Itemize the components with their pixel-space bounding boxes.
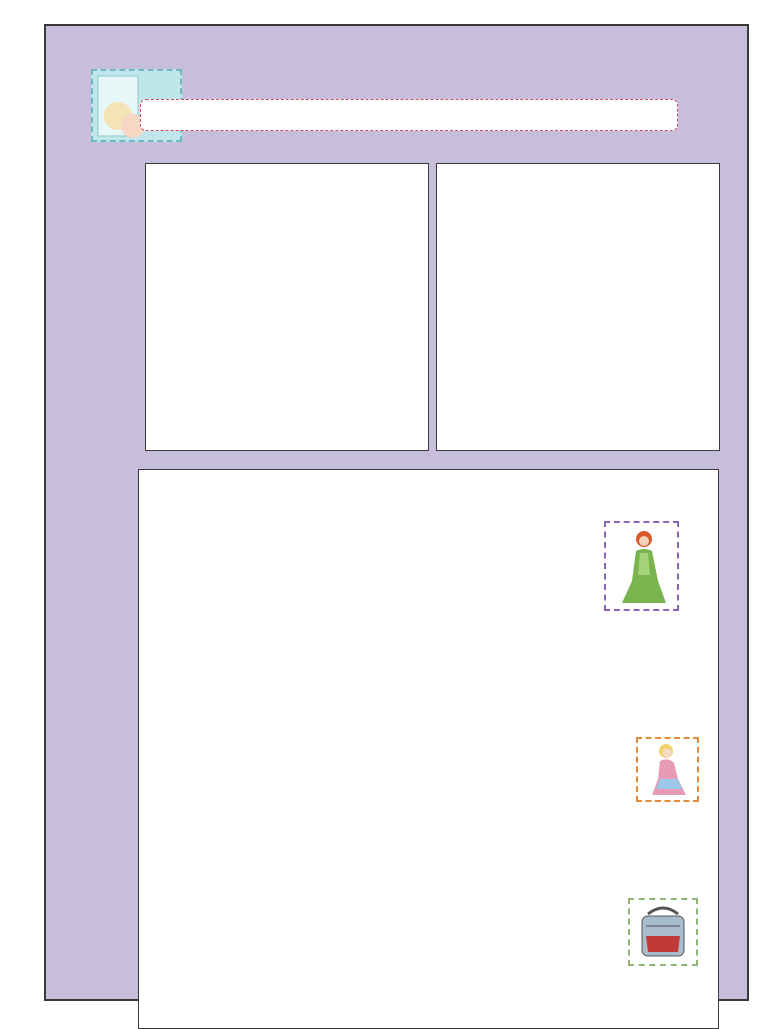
lady-green-illustration (606, 523, 677, 609)
center-ring-binding (380, 170, 500, 460)
lady-green-dress-clipart (604, 521, 679, 611)
shopping-bag-clipart (628, 898, 698, 966)
lady-pink-illustration (638, 739, 697, 800)
spiral-binding (0, 0, 110, 1024)
top-ring-binding (160, 432, 720, 512)
lady-pink-dress-clipart (636, 737, 699, 802)
bag-illustration (630, 900, 696, 964)
instruction-title (140, 99, 678, 131)
